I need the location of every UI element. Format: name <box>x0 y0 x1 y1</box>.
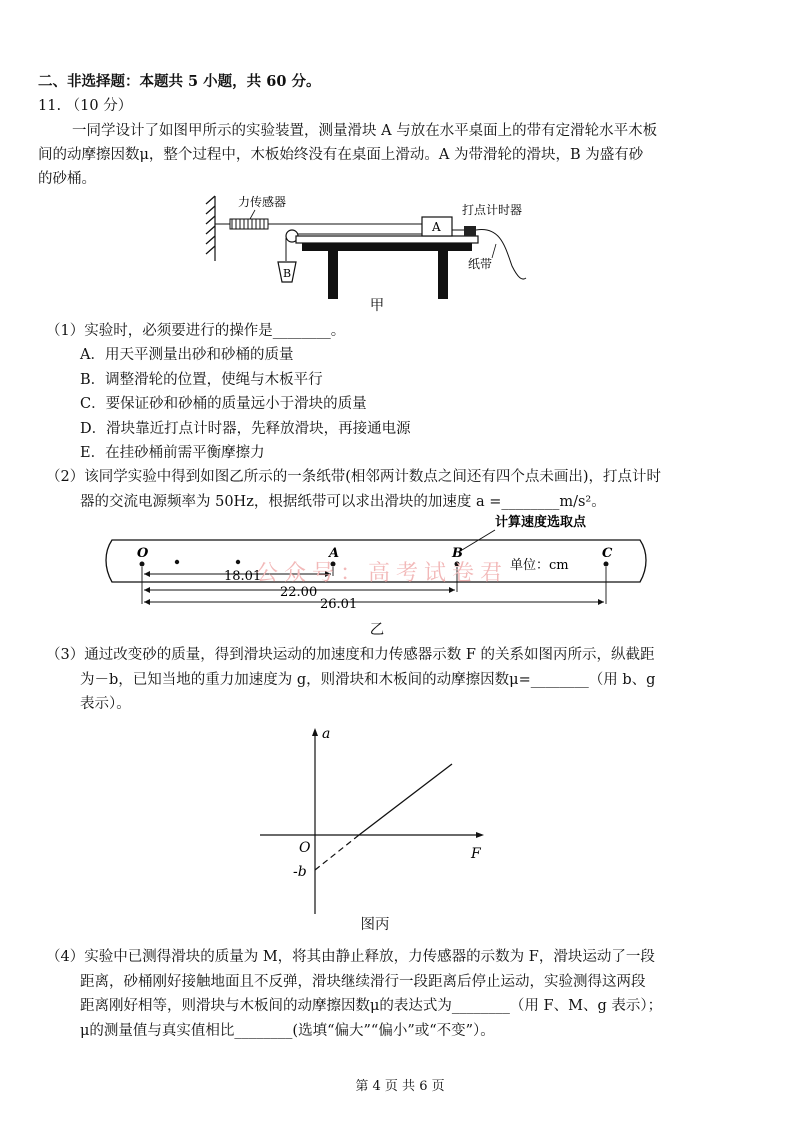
q1-option-c: C．要保证砂和砂桶的质量远小于滑块的质量 <box>80 396 367 412</box>
label-B: B <box>452 546 463 561</box>
label-B: B <box>283 267 292 280</box>
note-velocity-point: 计算速度选取点 <box>495 515 587 530</box>
q3-line-3: 表示）。 <box>80 696 131 712</box>
graph-line-dashed <box>315 835 359 870</box>
table-leg-left <box>328 251 338 299</box>
graph-line-solid <box>359 764 452 835</box>
paper-tape <box>476 229 526 279</box>
intro-line-1: 一同学设计了如图甲所示的实验装置，测量滑块 A 与放在水平桌面上的带有定滑轮水平木板 <box>72 123 658 139</box>
label-O: O <box>137 546 149 561</box>
q1-option-e: E．在挂砂桶前需平衡摩擦力 <box>80 445 265 461</box>
label-timer: 打点计时器 <box>462 203 523 217</box>
dot-O <box>140 562 145 567</box>
figure-bing-caption: 图丙 <box>360 917 390 933</box>
dist-OB: 22.00 <box>280 585 318 600</box>
board <box>296 236 478 243</box>
q1-stem: （1）实验时，必须要进行的操作是________。 <box>46 323 346 339</box>
dot-extra-2 <box>236 560 240 564</box>
label-C: C <box>602 546 613 561</box>
dist-OA: 18.01 <box>224 569 262 584</box>
intro-line-2: 间的动摩擦因数μ，整个过程中，木板始终没有在桌面上滑动。A 为带滑轮的滑块，B 为盛有砂 <box>38 147 644 163</box>
intercept-label: -b <box>293 864 307 880</box>
origin-label: O <box>299 840 311 856</box>
question-number: 11. （10 分） <box>38 98 133 114</box>
q4-line-4: μ的测量值与真实值相比________(选填“偏大”“偏小”或“不变”）。 <box>80 1023 495 1039</box>
force-sensor <box>215 219 268 229</box>
watermark: 公众号：高考试卷君 <box>256 561 509 586</box>
q3-line-2: 为－b，已知当地的重力加速度为 g，则滑块和木板间的动摩擦因数μ=________（用 b、g <box>80 672 656 688</box>
q1-option-d: D．滑块靠近打点计时器，先释放滑块，再接通电源 <box>80 421 411 437</box>
label-A: A <box>432 220 441 234</box>
label-force-sensor: 力传感器 <box>238 195 287 209</box>
q4-line-2: 距离，砂桶刚好接触地面且不反弹，滑块继续滑行一段距离后停止运动，实验测得这两段 <box>80 974 646 990</box>
page-footer: 第 4 页 共 6 页 <box>355 1079 445 1094</box>
figure-jia-caption: 甲 <box>369 298 385 314</box>
figure-bing-graph <box>255 724 495 924</box>
wall <box>206 196 215 261</box>
q4-line-1: （4）实验中已测得滑块的质量为 M，将其由静止释放，力传感器的示数为 F，滑块运动了一段 <box>46 949 655 965</box>
table-top <box>302 243 472 251</box>
figure-yi-caption: 乙 <box>369 622 385 638</box>
timer <box>464 226 476 236</box>
dot-extra-1 <box>175 560 179 564</box>
q1-option-b: B．调整滑轮的位置，使绳与木板平行 <box>80 372 323 388</box>
q1-option-a: A．用天平测量出砂和砂桶的质量 <box>80 347 294 363</box>
intro-line-3: 的砂桶。 <box>38 171 96 187</box>
label-A: A <box>329 546 340 561</box>
q4-line-3: 距离刚好相等，则滑块与木板间的动摩擦因数μ的表达式为________（用 F、M、g 表示）； <box>80 998 663 1014</box>
section-heading: 二、非选择题：本题共 5 小题，共 60 分。 <box>38 73 321 90</box>
label-tape: 纸带 <box>468 257 493 271</box>
unit-label: 单位：cm <box>510 558 569 573</box>
x-axis-label: F <box>471 846 481 862</box>
dist-OC: 26.01 <box>320 597 358 612</box>
dot-C <box>604 562 609 567</box>
table-leg-right <box>438 251 448 299</box>
q3-line-1: （3）通过改变砂的质量，得到滑块运动的加速度和力传感器示数 F 的关系如图丙所示，纵截距 <box>46 647 655 663</box>
q2-line-1: （2）该同学实验中得到如图乙所示的一条纸带(相邻两计数点之间还有四个点未画出)，打点计时 <box>46 469 662 485</box>
q2-line-2: 器的交流电源频率为 50Hz，根据纸带可以求出滑块的加速度 a =________m/s²。 <box>80 494 606 510</box>
y-axis-label: a <box>322 726 331 742</box>
